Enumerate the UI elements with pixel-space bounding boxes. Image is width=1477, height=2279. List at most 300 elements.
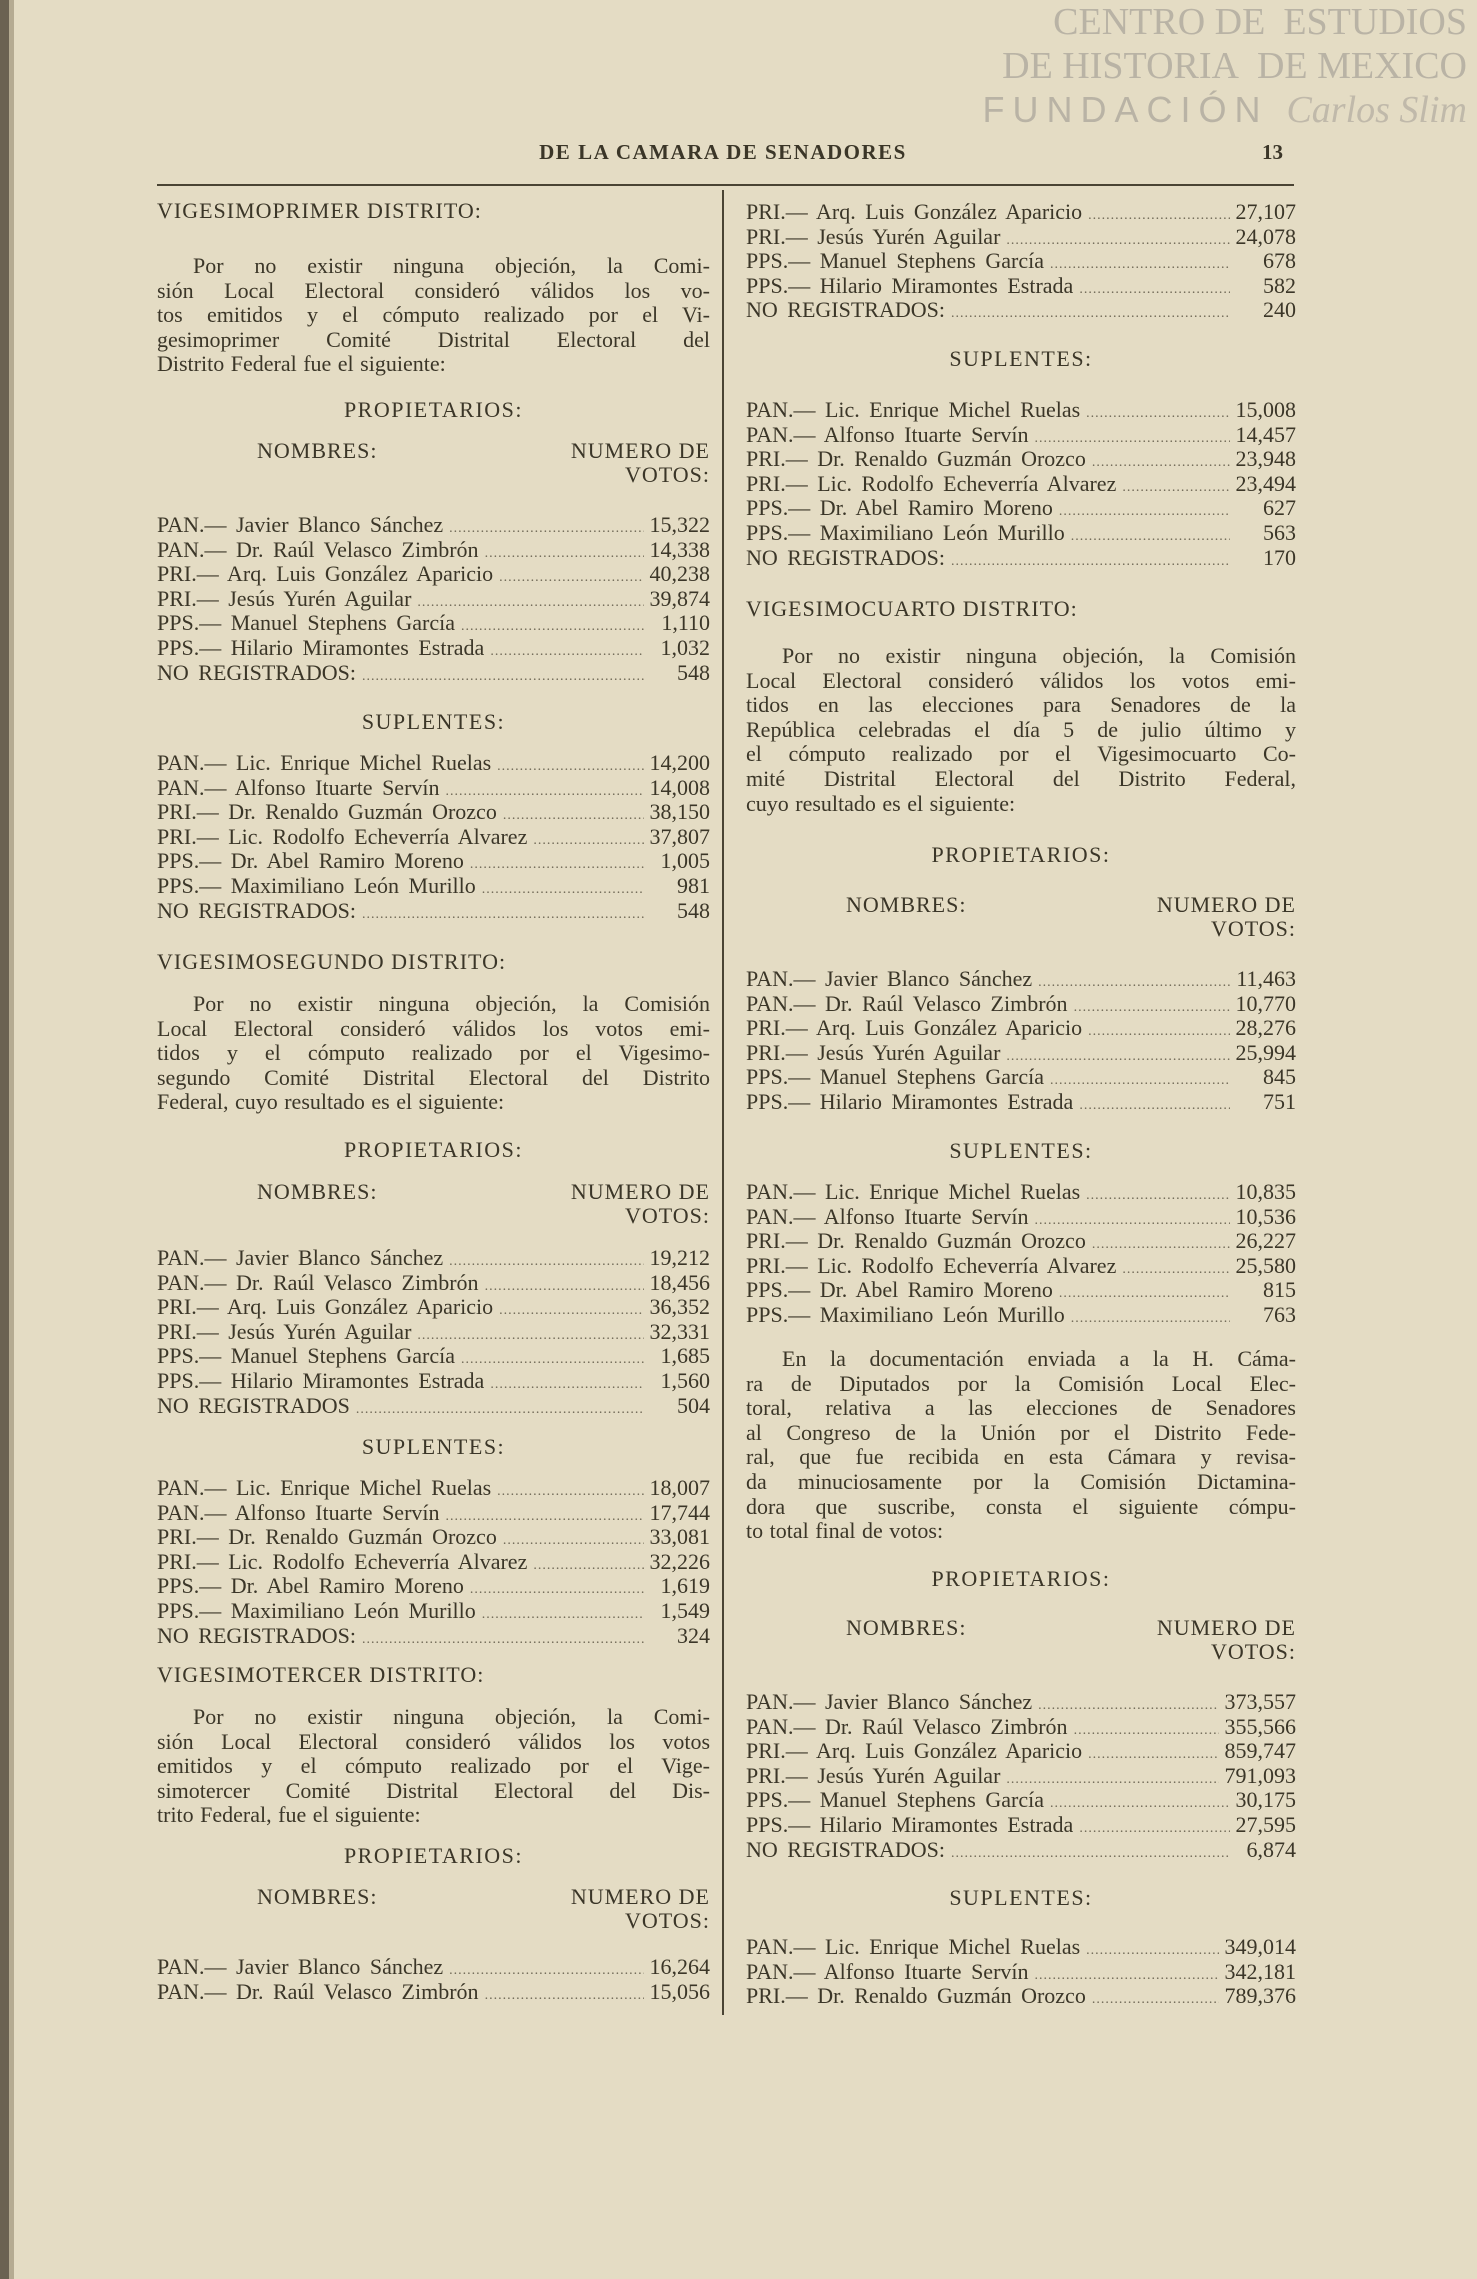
vote-count: 16,264 (649, 1954, 710, 1979)
paragraph (157, 992, 710, 1115)
table-row (157, 1369, 710, 1394)
candidate-label: PRI.— Lic. Rodolfo Echeverría Alvarez (157, 823, 528, 849)
names-header: NOMBRES: (846, 1615, 967, 1640)
section-subheading: PROPIETARIOS: (931, 842, 1111, 867)
vote-count: 38,150 (649, 799, 710, 825)
table-row (157, 562, 710, 587)
dot-leader (951, 302, 1230, 327)
table-row (746, 1041, 1296, 1066)
paragraph-line: Por no existir ninguna objeción, la Comisión (782, 643, 1296, 668)
candidate-label: PRI.— Lic. Rodolfo Echeverría Alvarez (746, 470, 1117, 496)
dot-leader (1050, 1792, 1230, 1817)
dot-leader (499, 566, 643, 591)
paragraph (157, 254, 710, 377)
vote-count: 15,056 (649, 1978, 710, 2004)
table-row (157, 1271, 710, 1296)
paragraph-line: toral, relativa a las elecciones de Senadores (746, 1395, 1296, 1421)
dot-leader (1079, 1817, 1229, 1842)
candidate-label: PRI.— Jesús Yurén Aguilar (746, 1762, 1001, 1788)
table-row (746, 1229, 1296, 1254)
vote-count: 582 (1263, 272, 1296, 298)
vote-count: 25,580 (1235, 1252, 1296, 1278)
section-subheading: PROPIETARIOS: (343, 1843, 524, 1868)
dot-leader (1071, 525, 1230, 550)
table-row (746, 298, 1296, 323)
table-row (746, 992, 1296, 1017)
votes-header-2: VOTOS: (1210, 1639, 1296, 1664)
vote-count: 28,276 (1235, 1015, 1296, 1041)
names-header: NOMBRES: (846, 892, 967, 917)
vote-count: 859,747 (1224, 1738, 1296, 1764)
vote-count: 10,536 (1235, 1203, 1296, 1229)
paragraph-line: simotercer Comité Distrital Electoral del Dis- (157, 1777, 710, 1803)
dot-leader (951, 1842, 1230, 1867)
vote-count: 24,078 (1235, 223, 1296, 249)
vote-count: 23,948 (1235, 446, 1296, 472)
candidate-label: PPS.— Manuel Stephens García (746, 1787, 1044, 1813)
candidate-label: PPS.— Dr. Abel Ramiro Moreno (157, 1573, 464, 1599)
watermark-line: ESTUDIOS (1283, 1, 1467, 43)
candidate-label: PAN.— Alfonso Ituarte Servín (746, 1958, 1029, 1984)
watermark-signature: Carlos Slim (1286, 89, 1467, 131)
candidate-label: PPS.— Dr. Abel Ramiro Moreno (157, 848, 464, 874)
names-header: NOMBRES: (257, 1884, 378, 1909)
dot-leader (490, 640, 644, 665)
dot-leader (1050, 253, 1230, 278)
table-row (746, 249, 1296, 274)
candidate-label: PRI.— Jesús Yurén Aguilar (157, 585, 412, 611)
table-row (746, 1813, 1296, 1838)
paragraph-line: to total final de votos: (746, 1518, 944, 1544)
table-row (746, 1935, 1296, 1960)
vote-table (746, 200, 1296, 323)
table-row (746, 1764, 1296, 1789)
vote-count: 791,093 (1224, 1762, 1296, 1788)
table-row (157, 1599, 710, 1624)
vote-count: 845 (1263, 1064, 1296, 1090)
vote-count: 32,331 (649, 1318, 710, 1344)
dot-leader (499, 1299, 643, 1324)
paragraph-line: emitidos y el cómputo realizado por el Vige- (157, 1753, 710, 1779)
paragraph-line: segundo Comité Distrital Electoral del Distrito (157, 1064, 710, 1090)
votes-header-2: VOTOS: (1210, 916, 1296, 941)
vote-count: 30,175 (1235, 1787, 1296, 1813)
votes-header: NUMERO DE (570, 1884, 710, 1909)
names-header: NOMBRES: (257, 1179, 378, 1204)
vote-count: 751 (1263, 1088, 1296, 1114)
vote-count: 6,874 (1246, 1836, 1296, 1862)
dot-leader (951, 550, 1230, 575)
paragraph-line: tos emitidos y el cómputo realizado por el Vi- (157, 302, 710, 328)
dot-leader (461, 1348, 644, 1373)
candidate-label: PAN.— Dr. Raúl Velasco Zimbrón (157, 1269, 479, 1295)
vote-count: 15,008 (1235, 397, 1296, 422)
candidate-label: NO REGISTRADOS: (746, 1836, 945, 1862)
paragraph-line: Federal, cuyo resultado es el siguiente: (157, 1089, 505, 1115)
paragraph-line: Local Electoral consideró válidos los votos emi- (157, 1015, 710, 1041)
dot-leader (1071, 1307, 1230, 1332)
vote-count: 789,376 (1224, 1983, 1296, 2009)
dot-leader (470, 853, 644, 878)
page-edge-shadow (9, 0, 14, 2279)
candidate-label: NO REGISTRADOS (157, 1392, 350, 1418)
vote-count: 15,322 (649, 512, 710, 537)
votes-header: NUMERO DE (1156, 1615, 1296, 1640)
vote-count: 23,494 (1235, 470, 1296, 496)
page-number: 13 (1262, 140, 1283, 164)
candidate-label: PRI.— Arq. Luis González Aparicio (157, 1294, 494, 1320)
vote-count: 548 (677, 897, 710, 923)
vote-count: 26,227 (1235, 1228, 1296, 1254)
paragraph (746, 1347, 1296, 1544)
watermark-line: CENTRO DE (1053, 1, 1266, 43)
section-subheading: PROPIETARIOS: (343, 1137, 524, 1162)
dot-leader (1086, 402, 1229, 427)
table-row (157, 1980, 710, 2005)
vote-count: 27,107 (1235, 199, 1296, 224)
column-headers (157, 439, 710, 489)
table-row (746, 1090, 1296, 1115)
paragraph-line: República celebradas el día 5 de julio último y (746, 716, 1296, 742)
vote-count: 1,005 (660, 848, 710, 874)
dot-leader (497, 1480, 643, 1505)
candidate-label: NO REGISTRADOS: (157, 897, 356, 923)
dot-leader (533, 829, 643, 854)
dot-leader (362, 1628, 644, 1653)
candidate-label: PPS.— Hilario Miramontes Estrada (157, 1367, 485, 1393)
paragraph-line: tidos en las elecciones para Senadores de la (746, 692, 1296, 718)
vote-count: 40,238 (649, 561, 710, 587)
watermark-foundation: FUNDACIÓN (982, 89, 1269, 130)
dot-leader (1088, 204, 1229, 229)
vote-table (157, 751, 710, 923)
candidate-label: PAN.— Lic. Enrique Michel Ruelas (746, 1179, 1081, 1204)
table-row (157, 611, 710, 636)
table-row (157, 776, 710, 801)
candidate-label: PAN.— Alfonso Ituarte Servín (157, 1499, 440, 1525)
section-subheading: SUPLENTES: (949, 346, 1093, 371)
candidate-label: PPS.— Maximiliano León Murillo (746, 1301, 1065, 1327)
paragraph-line: Por no existir ninguna objeción, la Comi- (193, 253, 710, 278)
candidate-label: PRI.— Arq. Luis González Aparicio (746, 199, 1083, 224)
candidate-label: PPS.— Hilario Miramontes Estrada (746, 272, 1074, 298)
paragraph-line: mité Distrital Electoral del Distrito Federal, (746, 765, 1296, 791)
vote-count: 342,181 (1224, 1958, 1296, 1984)
district-heading: VIGESIMOPRIMER DISTRITO: (157, 198, 482, 223)
paragraph-line: sión Local Electoral consideró válidos los votos (157, 1728, 710, 1754)
dot-leader (1088, 1020, 1229, 1045)
table-row (157, 825, 710, 850)
column-headers (746, 1616, 1296, 1666)
vote-count: 548 (677, 659, 710, 685)
names-header: NOMBRES: (257, 438, 378, 463)
left-column (157, 0, 710, 2279)
paragraph-line: el cómputo realizado por el Vigesimocuarto Co- (746, 741, 1296, 767)
vote-count: 1,619 (660, 1573, 710, 1599)
table-row (746, 1180, 1296, 1205)
vote-count: 349,014 (1224, 1934, 1296, 1959)
dot-leader (461, 615, 644, 640)
table-row (157, 1955, 710, 1980)
section-subheading: SUPLENTES: (949, 1885, 1093, 1910)
paragraph-line: sión Local Electoral consideró válidos los vo- (157, 277, 710, 303)
vote-table (746, 1690, 1296, 1862)
table-row (746, 423, 1296, 448)
dot-leader (485, 542, 644, 567)
candidate-label: PRI.— Lic. Rodolfo Echeverría Alvarez (157, 1548, 528, 1574)
vote-count: 33,081 (649, 1524, 710, 1550)
candidate-label: PRI.— Dr. Renaldo Guzmán Orozco (746, 1983, 1086, 2009)
candidate-label: PRI.— Jesús Yurén Aguilar (746, 1039, 1001, 1065)
candidate-label: PPS.— Manuel Stephens García (157, 610, 455, 636)
table-row (157, 1344, 710, 1369)
table-row (157, 1394, 710, 1419)
column-headers (157, 1885, 710, 1935)
dot-leader (1092, 1988, 1219, 2013)
candidate-label: PPS.— Hilario Miramontes Estrada (157, 634, 485, 660)
district-heading: VIGESIMOCUARTO DISTRITO: (746, 596, 1078, 621)
vote-count: 763 (1263, 1301, 1296, 1327)
district-heading: VIGESIMOTERCER DISTRITO: (157, 1662, 485, 1687)
table-row (746, 521, 1296, 546)
vote-count: 240 (1263, 297, 1296, 323)
candidate-label: PAN.— Lic. Enrique Michel Ruelas (157, 750, 492, 775)
vote-table (157, 1955, 710, 2004)
candidate-label: PAN.— Dr. Raúl Velasco Zimbrón (157, 1978, 479, 2004)
candidate-label: PAN.— Lic. Enrique Michel Ruelas (157, 1475, 492, 1500)
candidate-label: PRI.— Arq. Luis González Aparicio (746, 1738, 1083, 1764)
watermark-line: DE HISTORIA (1002, 45, 1239, 87)
dot-leader (1059, 500, 1230, 525)
vote-count: 373,557 (1224, 1689, 1296, 1714)
table-row (746, 274, 1296, 299)
paragraph-line: al Congreso de la Unión por el Distrito Fede- (746, 1419, 1296, 1445)
paragraph-line: Local Electoral consideró válidos los votos emi- (746, 667, 1296, 693)
votes-header-2: VOTOS: (624, 1908, 710, 1933)
dot-leader (362, 665, 644, 690)
dot-leader (533, 1554, 643, 1579)
vote-count: 815 (1263, 1277, 1296, 1303)
candidate-label: PRI.— Dr. Renaldo Guzmán Orozco (157, 799, 497, 825)
page-edge (0, 0, 9, 2279)
paragraph-line: gesimoprimer Comité Distrital Electoral del (157, 326, 710, 352)
table-row (157, 874, 710, 899)
vote-count: 14,338 (649, 536, 710, 562)
vote-count: 355,566 (1224, 1713, 1296, 1739)
table-row (746, 472, 1296, 497)
table-row (746, 546, 1296, 571)
candidate-label: PRI.— Lic. Rodolfo Echeverría Alvarez (746, 1252, 1117, 1278)
vote-count: 504 (677, 1392, 710, 1418)
vote-count: 17,744 (649, 1499, 710, 1525)
dot-leader (1122, 476, 1229, 501)
table-row (746, 1788, 1296, 1813)
candidate-label: PRI.— Arq. Luis González Aparicio (746, 1015, 1083, 1041)
candidate-label: PAN.— Javier Blanco Sánchez (157, 1245, 444, 1270)
paragraph-line: En la documentación enviada a la H. Cáma- (782, 1346, 1296, 1371)
dot-leader (485, 1984, 644, 2009)
dot-leader (1086, 1939, 1218, 1964)
vote-count: 36,352 (649, 1294, 710, 1320)
vote-count: 32,226 (649, 1548, 710, 1574)
vote-count: 37,807 (649, 823, 710, 849)
vote-count: 39,874 (649, 585, 710, 611)
paragraph-line: trito Federal, fue el siguiente: (157, 1802, 421, 1828)
paragraph (746, 644, 1296, 816)
vote-table (157, 513, 710, 685)
vote-count: 324 (677, 1622, 710, 1648)
column-headers (157, 1180, 710, 1230)
table-row (746, 398, 1296, 423)
candidate-label: PAN.— Dr. Raúl Velasco Zimbrón (157, 536, 479, 562)
paragraph-line: ral, que fue recibida en esta Cámara y revisa- (746, 1444, 1296, 1470)
candidate-label: PRI.— Jesús Yurén Aguilar (746, 223, 1001, 249)
dot-leader (497, 755, 643, 780)
table-row (746, 1960, 1296, 1985)
vote-count: 18,007 (649, 1475, 710, 1500)
candidate-label: NO REGISTRADOS: (746, 544, 945, 570)
table-row (157, 1525, 710, 1550)
column-headers (746, 893, 1296, 943)
candidate-label: PPS.— Dr. Abel Ramiro Moreno (746, 1277, 1053, 1303)
candidate-label: PAN.— Javier Blanco Sánchez (746, 1689, 1033, 1714)
dot-leader (490, 1373, 644, 1398)
table-row (746, 447, 1296, 472)
vote-count: 11,463 (1236, 966, 1296, 991)
candidate-label: PRI.— Dr. Renaldo Guzmán Orozco (157, 1524, 497, 1550)
paragraph-line: Por no existir ninguna objeción, la Comisión (193, 991, 710, 1016)
vote-count: 14,457 (1235, 421, 1296, 447)
vote-count: 563 (1263, 519, 1296, 545)
votes-header: NUMERO DE (1156, 892, 1296, 917)
section-subheading: SUPLENTES: (361, 1434, 506, 1459)
dot-leader (1074, 1719, 1219, 1744)
dot-leader (356, 1398, 644, 1423)
candidate-label: PAN.— Alfonso Ituarte Servín (746, 421, 1029, 447)
votes-header: NUMERO DE (570, 1179, 710, 1204)
vote-table (746, 1935, 1296, 2009)
table-row (746, 1984, 1296, 2009)
dot-leader (1122, 1258, 1229, 1283)
vote-count: 27,595 (1235, 1811, 1296, 1837)
table-row (157, 1550, 710, 1575)
table-row (157, 899, 710, 924)
dot-leader (1088, 1743, 1218, 1768)
vote-table (746, 967, 1296, 1115)
candidate-label: PPS.— Maximiliano León Murillo (157, 1597, 476, 1623)
dot-leader (1074, 996, 1230, 1021)
votes-header-2: VOTOS: (624, 1203, 710, 1228)
paragraph-line: Distrito Federal fue el siguiente: (157, 351, 446, 377)
table-row (746, 1838, 1296, 1863)
table-row (157, 1246, 710, 1271)
table-row (157, 751, 710, 776)
vote-count: 19,212 (649, 1245, 710, 1270)
paragraph-line: cuyo resultado es el siguiente: (746, 790, 1016, 816)
candidate-label: PPS.— Dr. Abel Ramiro Moreno (746, 495, 1053, 521)
votes-header-2: VOTOS: (624, 462, 710, 487)
vote-count: 14,008 (649, 774, 710, 800)
table-row (746, 1016, 1296, 1041)
section-subheading: PROPIETARIOS: (931, 1566, 1111, 1591)
candidate-label: PAN.— Dr. Raúl Velasco Zimbrón (746, 990, 1068, 1016)
candidate-label: NO REGISTRADOS: (157, 1622, 356, 1648)
candidate-label: PAN.— Alfonso Ituarte Servín (746, 1203, 1029, 1229)
vote-count: 18,456 (649, 1269, 710, 1295)
table-row (746, 1739, 1296, 1764)
table-row (157, 1624, 710, 1649)
running-header: DE LA CAMARA DE SENADORES (539, 140, 907, 164)
vote-count: 1,685 (660, 1343, 710, 1369)
vote-count: 1,032 (660, 634, 710, 660)
section-subheading: SUPLENTES: (949, 1138, 1093, 1163)
vote-count: 10,835 (1235, 1179, 1296, 1204)
vote-table (157, 1246, 710, 1418)
candidate-label: PPS.— Maximiliano León Murillo (746, 519, 1065, 545)
table-row (157, 661, 710, 686)
table-row (746, 1254, 1296, 1279)
dot-leader (470, 1578, 644, 1603)
paragraph-line: dora que suscribe, consta el siguiente cómpu- (746, 1493, 1296, 1519)
vote-count: 678 (1263, 248, 1296, 274)
dot-leader (1079, 278, 1230, 303)
vote-count: 627 (1263, 495, 1296, 521)
candidate-label: PRI.— Dr. Renaldo Guzmán Orozco (746, 1228, 1086, 1254)
paragraph-line: Por no existir ninguna objeción, la Comi- (193, 1704, 710, 1729)
table-row (157, 636, 710, 661)
table-row (157, 1574, 710, 1599)
table-row (746, 200, 1296, 225)
dot-leader (1086, 1184, 1229, 1209)
dot-leader (1079, 1094, 1230, 1119)
vote-table (157, 1476, 710, 1648)
table-row (746, 496, 1296, 521)
table-row (157, 513, 710, 538)
candidate-label: PPS.— Hilario Miramontes Estrada (746, 1088, 1074, 1114)
table-row (746, 1065, 1296, 1090)
watermark-line: DE MEXICO (1256, 45, 1467, 87)
district-heading: VIGESIMOSEGUNDO DISTRITO: (157, 949, 507, 974)
dot-leader (362, 903, 644, 928)
candidate-label: PPS.— Hilario Miramontes Estrada (746, 1811, 1074, 1837)
candidate-label: PPS.— Maximiliano León Murillo (157, 872, 476, 898)
vote-count: 10,770 (1235, 990, 1296, 1016)
candidate-label: PAN.— Javier Blanco Sánchez (746, 966, 1033, 991)
candidate-label: PAN.— Dr. Raúl Velasco Zimbrón (746, 1713, 1068, 1739)
candidate-label: PRI.— Jesús Yurén Aguilar (157, 1318, 412, 1344)
vote-count: 14,200 (649, 750, 710, 775)
candidate-label: PAN.— Javier Blanco Sánchez (157, 512, 444, 537)
table-row (746, 1205, 1296, 1230)
dot-leader (1050, 1069, 1230, 1094)
candidate-label: PAN.— Lic. Enrique Michel Ruelas (746, 1934, 1081, 1959)
section-subheading: PROPIETARIOS: (343, 397, 524, 422)
table-row (157, 800, 710, 825)
column-divider (722, 190, 724, 2015)
table-row (157, 849, 710, 874)
paragraph (157, 1705, 710, 1828)
vote-count: 1,549 (660, 1597, 710, 1623)
dot-leader (1059, 1282, 1230, 1307)
dot-leader (482, 878, 644, 903)
candidate-label: PRI.— Dr. Renaldo Guzmán Orozco (746, 446, 1086, 472)
candidate-label: NO REGISTRADOS: (746, 297, 945, 323)
paragraph-line: da minuciosamente por la Comisión Dictamina- (746, 1468, 1296, 1494)
vote-table (746, 398, 1296, 570)
table-row (157, 1501, 710, 1526)
vote-count: 981 (677, 872, 710, 898)
candidate-label: PPS.— Manuel Stephens García (157, 1343, 455, 1369)
